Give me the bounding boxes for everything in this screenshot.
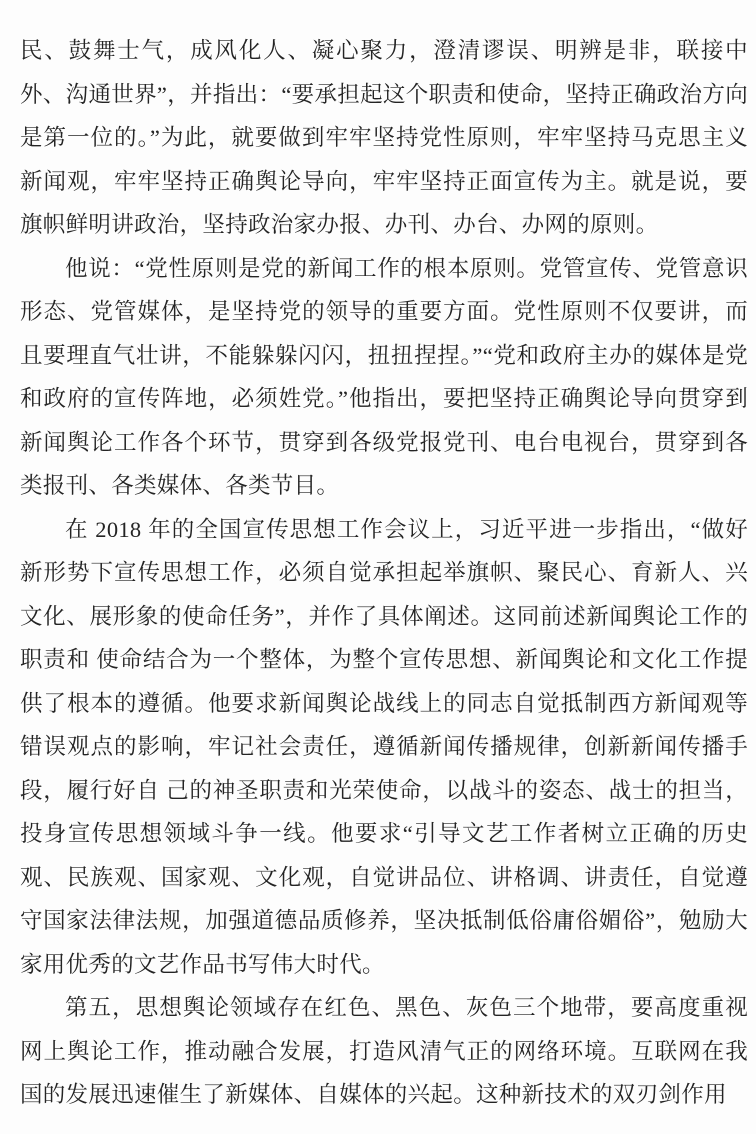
paragraph-2: 他说：“党性原则是党的新闻工作的根本原则。党管宣传、党管意识形态、党管媒体，是坚持党的领导的重要方面。党性原则不仅要讲，而且要理直气壮讲，不能躲躲闪闪，扭扭捏捏。”“党和政府主办的媒体是党和政府的宣传阵地，必须姓党。”他指出，要把坚持正确舆论导向贯穿到新闻舆论工作各个环节，贯穿到各级党报党刊、电台电视台，贯穿到各类报刊、各类媒体、各类节目。 [20, 255, 748, 498]
paragraph-4: 第五，思想舆论领域存在红色、黑色、灰色三个地带，要高度重视网上舆论工作，推动融合发展，打造风清气正的网络环境。互联网在我国的发展迅速催生了新媒体、自媒体的兴起。这种新技术的双刃剑作用 [20, 995, 748, 1107]
paragraph-3: 在 2018 年的全国宣传思想工作会议上，习近平进一步指出，“做好新形势下宣传思想工作，必须自觉承担起举旗帜、聚民心、育新人、兴文化、展形象的使命任务”，并作了具体阐述。这同前述新闻舆论工作的职责和 使命结合为一个整体，为整个宣传思想、新闻舆论和文化工作提供了根本的遵循。他要求新闻舆论战线上的同志自觉抵制西方新闻观等错误观点的影响，牢记社会责任，遵循新闻传播规律，创新新闻传播手段，履行好自 己的神圣职责和光荣使命，以战斗的姿态、战士的担当，投身宣传思想领域斗争一线。他要求“引导文艺工作者树立正确的历史观、民族观、国家观、文化观，自觉讲品位、讲格调、讲责任，自觉遵守国家法律法规，加强道德品质修养，坚决抵制低俗庸俗媚俗”，勉励大家用优秀的文艺作品书写伟大时代。 [20, 516, 748, 977]
document-body [20, 29, 748, 1117]
paragraph-1: 民、鼓舞士气，成风化人、凝心聚力，澄清谬误、明辨是非，联接中外、沟通世界”，并指出：“要承担起这个职责和使命，坚持正确政治方向是第一位的。”为此，就要做到牢牢坚持党性原则，牢牢坚持马克思主义新闻观，牢牢坚持正确舆论导向，牢牢坚持正面宣传为主。就是说，要旗帜鲜明讲政治，坚持政治家办报、办刊、办台、办网的原则。 [20, 38, 748, 237]
